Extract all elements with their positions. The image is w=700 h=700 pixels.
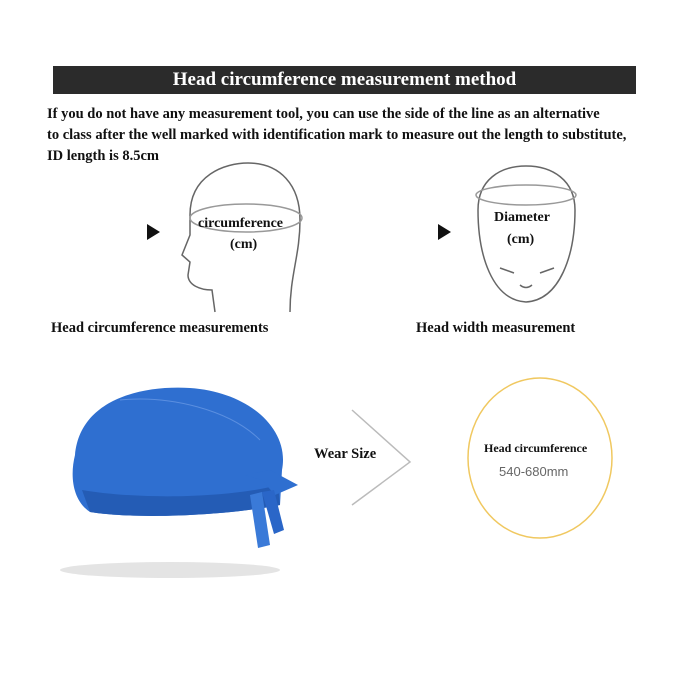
- size-range: 540-680mm: [499, 464, 569, 479]
- side-label-1: circumference: [198, 216, 283, 231]
- front-label-2: (cm): [507, 232, 535, 247]
- bandana-cap-image: [60, 388, 298, 578]
- arrow-right-icon: [438, 224, 451, 240]
- side-caption: Head circumference measurements: [51, 320, 269, 336]
- side-label-2: (cm): [230, 237, 258, 252]
- wear-size-label: Wear Size: [314, 446, 377, 462]
- arrow-right-icon: [147, 224, 160, 240]
- size-title: Head circumference: [484, 441, 588, 455]
- instruction-line: to class after the well marked with identification mark to measure out the length to substitute,: [47, 127, 627, 143]
- front-caption: Head width measurement: [416, 320, 576, 336]
- page-title: Head circumference measurement method: [53, 66, 636, 94]
- instructions: [47, 104, 697, 167]
- front-label-1: Diameter: [494, 210, 550, 225]
- instruction-line: If you do not have any measurement tool, you can use the side of the line as an alternative: [47, 106, 600, 122]
- instruction-line: ID length is 8.5cm: [47, 148, 159, 164]
- size-ring: [468, 378, 612, 538]
